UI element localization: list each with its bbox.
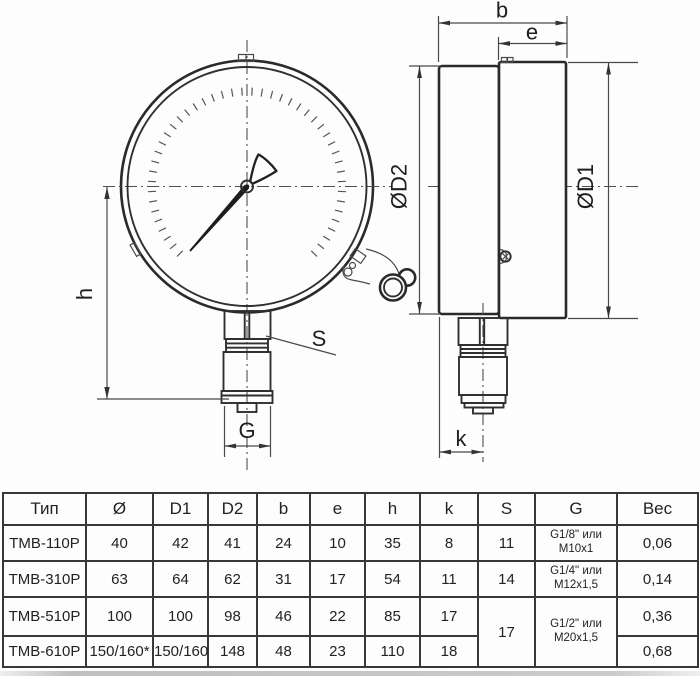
cell-b: 24 <box>257 525 310 561</box>
cell-e: 10 <box>310 525 365 561</box>
header-h: h <box>365 493 420 525</box>
header-d1: D1 <box>153 493 208 525</box>
dim-label-e: e <box>525 19 539 45</box>
cell-e: 17 <box>310 561 365 597</box>
header-d2: D2 <box>208 493 257 525</box>
cell-weight: 0,06 <box>617 525 698 561</box>
cell-d1: 64 <box>153 561 208 597</box>
dim-e <box>499 20 568 61</box>
cell-d: 40 <box>86 525 153 561</box>
cell-weight: 0,14 <box>617 561 698 597</box>
cell-k: 11 <box>420 561 478 597</box>
cell-g <box>535 561 617 597</box>
header-d: Ø <box>86 493 153 525</box>
cell-g-merged <box>535 597 617 667</box>
thread-option-2: M10x1 <box>558 543 594 555</box>
thread-option-1: G1/2" или <box>550 618 602 631</box>
dim-g <box>225 406 271 457</box>
cell-type: ТМВ-310Р <box>3 561 86 597</box>
spec-table <box>2 492 699 668</box>
header-type: Тип <box>3 493 86 525</box>
header-g: G <box>535 493 617 525</box>
dim-k <box>440 317 484 458</box>
dim-label-h: h <box>72 287 97 301</box>
cell-d1: 42 <box>153 525 208 561</box>
cell-d: 100 <box>86 597 153 636</box>
table-row-tmv310 <box>3 561 698 597</box>
cell-e: 23 <box>310 636 365 667</box>
thread-option-1: G1/8" или <box>550 529 602 542</box>
cell-s-merged: 17 <box>478 597 535 667</box>
header-b: b <box>257 493 310 525</box>
scan-artifact-band <box>0 671 700 676</box>
cell-d2: 41 <box>208 525 257 561</box>
cell-d: 150/160* <box>86 636 153 667</box>
header-e: e <box>310 493 365 525</box>
cell-d1: 100 <box>153 597 208 636</box>
cell-d2: 98 <box>208 597 257 636</box>
side-case <box>439 66 499 314</box>
cell-h: 110 <box>365 636 420 667</box>
header-weight: Вес <box>617 493 698 525</box>
cell-weight: 0,36 <box>617 597 698 636</box>
cell-d: 63 <box>86 561 153 597</box>
dim-label-g: G <box>238 418 256 443</box>
thread-option-2: M12x1,5 <box>553 579 599 591</box>
cell-b: 46 <box>257 597 310 636</box>
table-row-tmv510 <box>3 597 698 636</box>
cell-d2: 148 <box>208 636 257 667</box>
cell-b: 31 <box>257 561 310 597</box>
dim-label-b: b <box>495 0 509 23</box>
cell-k: 8 <box>420 525 478 561</box>
side-bezel <box>499 62 566 318</box>
cell-s: 14 <box>478 561 535 597</box>
dim-b <box>439 0 568 62</box>
cell-type: ТМВ-110Р <box>3 525 86 561</box>
front-view <box>72 40 415 470</box>
cell-k: 18 <box>420 636 478 667</box>
cell-h: 54 <box>365 561 420 597</box>
table-row-tmv110 <box>3 525 698 561</box>
cell-h: 85 <box>365 597 420 636</box>
cell-type: ТМВ-610Р <box>3 636 86 667</box>
cell-h: 35 <box>365 525 420 561</box>
thread-option-1: G1/4" или <box>550 565 602 578</box>
cell-e: 22 <box>310 597 365 636</box>
cell-type: ТМВ-510Р <box>3 597 86 636</box>
dim-label-k: k <box>455 426 467 451</box>
dim-label-d2: ØD2 <box>386 163 412 210</box>
blowout-valve-and-ring <box>343 249 415 301</box>
dim-label-s: S <box>311 326 327 351</box>
header-k: k <box>420 493 478 525</box>
cell-k: 17 <box>420 597 478 636</box>
cell-g <box>535 525 617 561</box>
cell-b: 48 <box>257 636 310 667</box>
header-s: S <box>478 493 535 525</box>
dim-label-d1: ØD1 <box>573 163 598 210</box>
cell-s: 11 <box>478 525 535 561</box>
cell-d1: 150/160 <box>153 636 208 667</box>
pointer-hub-pin <box>245 184 250 189</box>
cell-d2: 62 <box>208 561 257 597</box>
side-view <box>387 0 641 462</box>
cell-weight: 0,68 <box>617 636 698 667</box>
header-row <box>3 493 698 525</box>
dim-d1 <box>568 63 638 319</box>
dim-s <box>266 326 336 355</box>
thread-option-2: M20x1,5 <box>553 632 599 644</box>
